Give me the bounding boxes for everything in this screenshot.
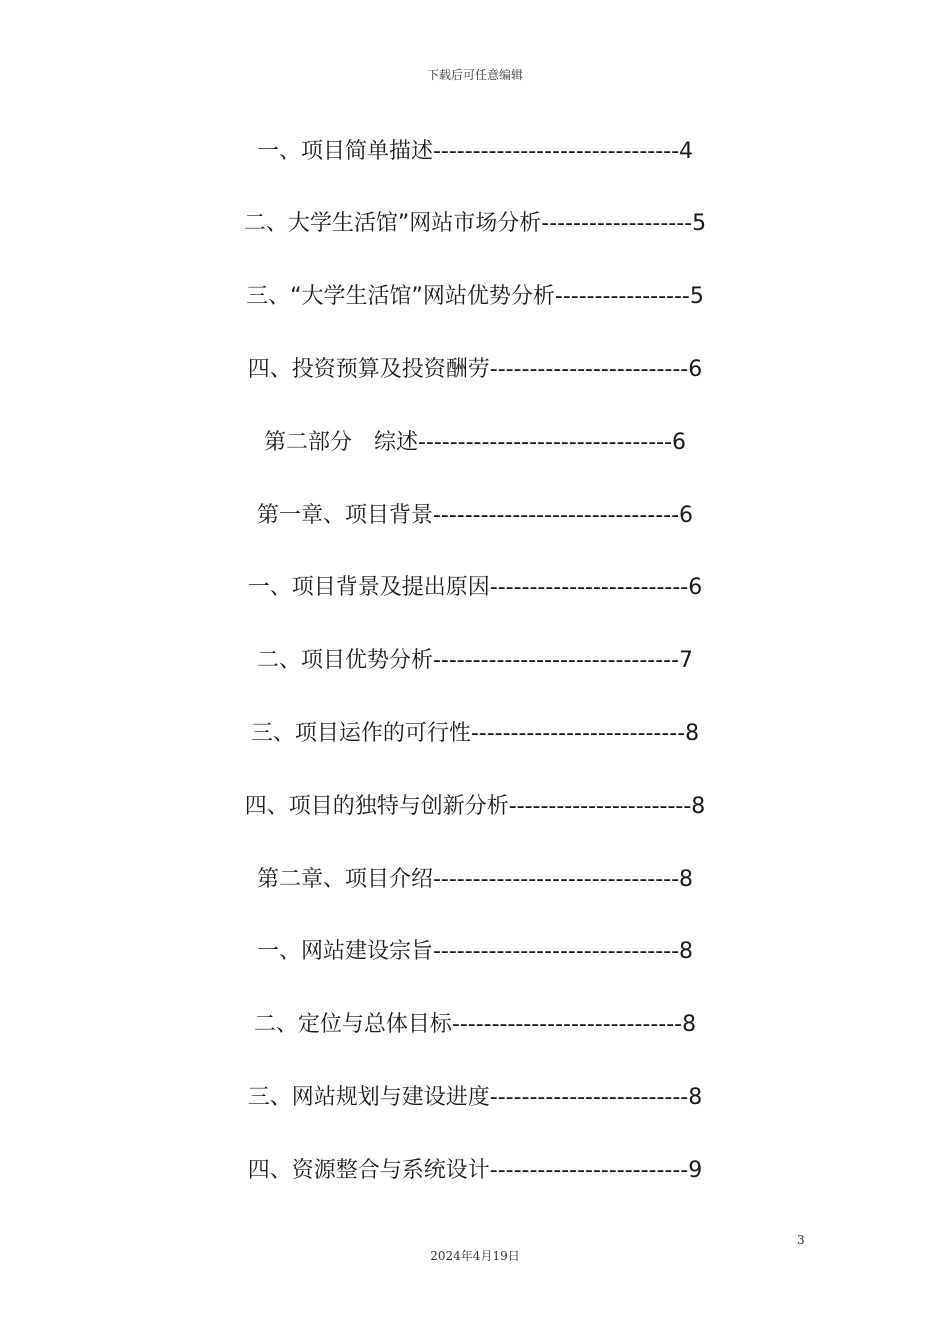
toc-entry[interactable]: 一、项目简单描述-------------------------------4 — [256, 139, 694, 164]
toc-entry[interactable]: 二、大学生活馆”网站市场分析-------------------5 — [243, 211, 707, 236]
toc-entry[interactable]: 四、资源整合与系统设计-------------------------9 — [247, 1158, 703, 1183]
page-number: 3 — [797, 1233, 805, 1247]
page-footer-date: 2024年4月19日 — [430, 1249, 520, 1263]
toc-entry[interactable]: 四、项目的独特与创新分析-----------------------8 — [244, 794, 706, 819]
toc-entry[interactable]: 三、“大学生活馆”网站优势分析-----------------5 — [246, 284, 704, 309]
toc-entry[interactable]: 一、项目背景及提出原因-------------------------6 — [247, 575, 703, 600]
toc-entry[interactable]: 二、项目优势分析-------------------------------7 — [256, 648, 694, 673]
toc-entry[interactable]: 一、网站建设宗旨-------------------------------8 — [256, 939, 694, 964]
page-header: 下载后可任意编辑 — [426, 68, 523, 82]
toc-entry[interactable]: 三、网站规划与建设进度-------------------------8 — [247, 1085, 703, 1110]
toc-entry[interactable]: 第一章、项目背景-------------------------------6 — [256, 503, 694, 528]
toc-entry[interactable]: 三、项目运作的可行性---------------------------8 — [250, 721, 700, 746]
toc-entry[interactable]: 二、定位与总体目标-----------------------------8 — [253, 1012, 697, 1037]
toc-entry[interactable]: 第二部分 综述--------------------------------6 — [263, 430, 687, 455]
toc-entry[interactable]: 第二章、项目介绍-------------------------------8 — [256, 867, 694, 892]
toc-entry[interactable]: 四、投资预算及投资酬劳-------------------------6 — [247, 357, 703, 382]
